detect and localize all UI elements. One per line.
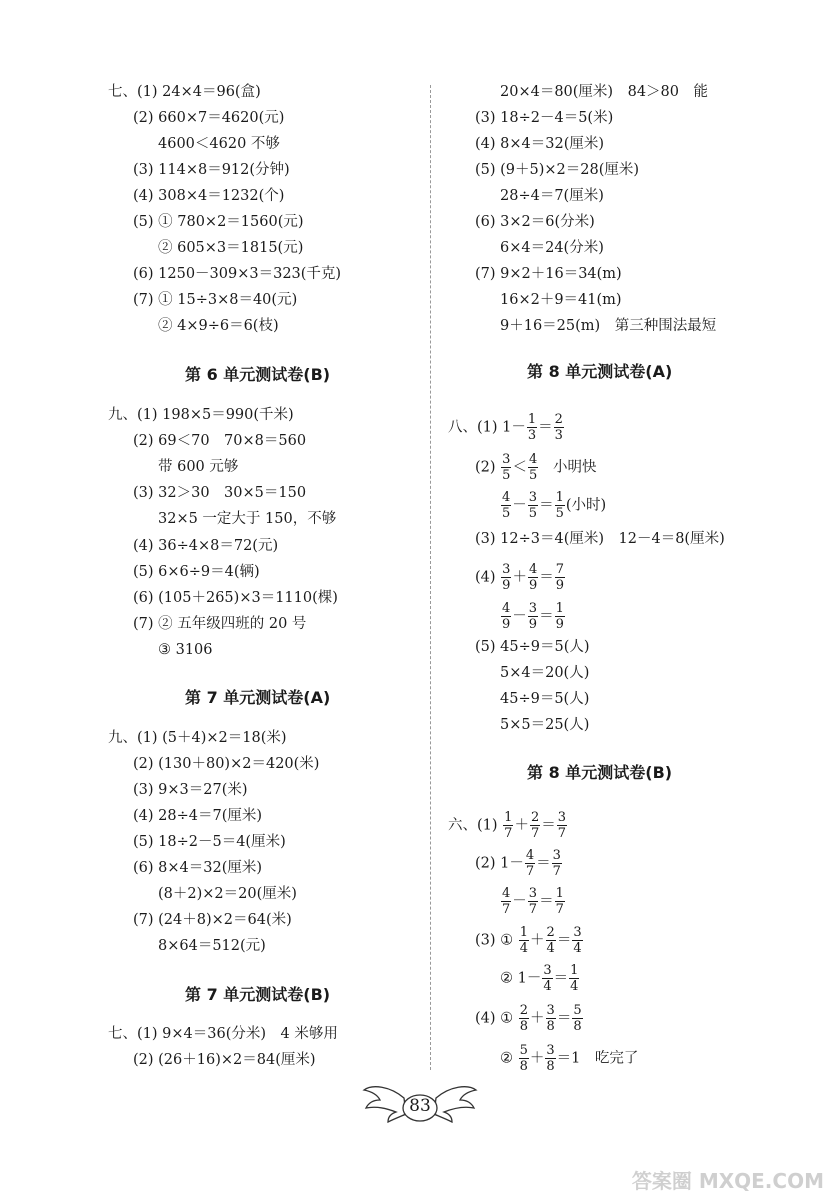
operator: ＝ <box>556 932 572 949</box>
fraction <box>528 452 538 483</box>
fraction <box>552 848 562 879</box>
fraction-answer-line <box>475 562 566 593</box>
fraction <box>501 601 511 632</box>
answer-line: (6) 3×2＝6(分米) <box>475 214 595 230</box>
numerator: 3 <box>528 490 538 505</box>
fraction-answer-line <box>500 1043 638 1074</box>
fraction <box>519 925 529 956</box>
fraction <box>555 490 565 521</box>
line-prefix: (3) ① <box>475 932 514 949</box>
fraction <box>519 1043 529 1074</box>
answer-line: (2) (130＋80)×2＝420(米) <box>133 756 320 772</box>
numerator: 1 <box>555 886 564 901</box>
denominator: 7 <box>502 902 511 917</box>
answer-line: (7) ① 15÷3×8＝40(元) <box>133 292 298 308</box>
fraction-answer-line <box>475 1003 584 1034</box>
operator: － <box>512 893 527 910</box>
denominator: 7 <box>504 826 513 841</box>
answer-line: 九、(1) (5＋4)×2＝18(米) <box>108 730 287 746</box>
page-number-badge <box>360 1078 480 1128</box>
operator: ＝ <box>539 497 554 514</box>
denominator: 7 <box>528 902 538 917</box>
answer-line: 七、(1) 9×4＝36(分米) 4 米够用 <box>108 1026 338 1042</box>
denominator: 7 <box>552 864 561 879</box>
numerator: 2 <box>546 925 555 940</box>
section-heading: 第 7 单元测试卷(A) <box>185 688 331 707</box>
operator: ＝ <box>556 1010 572 1027</box>
answer-line: 七、(1) 24×4＝96(盒) <box>108 84 261 100</box>
answer-line: (5) (9＋5)×2＝28(厘米) <box>475 162 640 178</box>
answer-line: (6) 1250－309×3＝323(千克) <box>133 266 342 282</box>
fraction <box>527 412 537 443</box>
answer-line: 45÷9＝5(人) <box>500 691 590 707</box>
line-prefix: ② <box>500 1050 513 1067</box>
denominator: 4 <box>519 941 529 956</box>
denominator: 7 <box>525 864 535 879</box>
line-prefix: 八、(1) 1－ <box>448 419 526 436</box>
fraction-answer-line <box>500 963 580 994</box>
numerator: 4 <box>528 562 538 577</box>
fraction <box>555 601 565 632</box>
numerator: 1 <box>570 963 579 978</box>
answer-line: (2) (26＋16)×2＝84(厘米) <box>133 1052 316 1068</box>
line-suffix: (小时) <box>565 497 607 514</box>
fraction <box>546 925 556 956</box>
line-prefix: (2) 1－ <box>475 855 524 872</box>
answer-line: (5) ① 780×2＝1560(元) <box>133 214 304 230</box>
denominator: 5 <box>528 468 538 483</box>
answer-line: (7) (24＋8)×2＝64(米) <box>133 912 292 928</box>
fraction <box>528 886 538 917</box>
fraction-answer-line <box>448 810 568 841</box>
denominator: 8 <box>546 1019 555 1034</box>
denominator: 8 <box>573 1019 582 1034</box>
operator: ＋ <box>529 1050 545 1067</box>
fraction <box>501 886 511 917</box>
answer-line: (8＋2)×2＝20(厘米) <box>158 886 297 902</box>
numerator: 3 <box>502 562 511 577</box>
column-divider <box>430 85 431 1070</box>
numerator: 5 <box>573 1003 582 1018</box>
operator: ＝ <box>539 569 554 586</box>
fraction <box>572 925 582 956</box>
operator: ＋ <box>514 817 529 834</box>
section-heading: 第 8 单元测试卷(A) <box>527 362 673 381</box>
fraction <box>555 562 565 593</box>
line-prefix: 六、(1) <box>448 817 498 834</box>
fraction-answer-line <box>500 490 606 521</box>
numerator: 3 <box>528 886 538 901</box>
answer-line: (3) 9×3＝27(米) <box>133 782 248 798</box>
section-heading: 第 6 单元测试卷(B) <box>185 365 331 384</box>
fraction <box>554 412 564 443</box>
numerator: 1 <box>527 412 537 427</box>
fraction <box>542 963 552 994</box>
denominator: 5 <box>502 506 511 521</box>
numerator: 4 <box>502 886 511 901</box>
fraction <box>530 810 540 841</box>
section-heading: 第 8 单元测试卷(B) <box>527 763 673 782</box>
answer-line: (3) 18÷2－4＝5(米) <box>475 110 614 126</box>
numerator: 3 <box>546 1043 555 1058</box>
operator: ＝ <box>536 855 551 872</box>
answer-line: (7) 9×2＋16＝34(m) <box>475 266 622 282</box>
fraction <box>557 810 567 841</box>
answer-line: 8×64＝512(元) <box>158 938 266 954</box>
fraction <box>572 1003 582 1034</box>
fraction-answer-line <box>475 925 584 956</box>
line-prefix: ② 1－ <box>500 970 542 987</box>
denominator: 3 <box>527 428 537 443</box>
operator: ＋ <box>530 1010 545 1027</box>
operator: ＜ <box>512 459 527 476</box>
answer-line: (4) 308×4＝1232(个) <box>133 188 285 204</box>
denominator: 5 <box>528 506 538 521</box>
numerator: 3 <box>546 1003 555 1018</box>
fraction <box>555 886 565 917</box>
denominator: 9 <box>502 617 511 632</box>
operator: ＝ <box>539 608 554 625</box>
answer-line: ② 605×3＝1815(元) <box>158 240 304 256</box>
denominator: 4 <box>546 941 555 956</box>
numerator: 4 <box>502 601 511 616</box>
denominator: 9 <box>555 578 564 593</box>
fraction <box>503 810 513 841</box>
line-prefix: (4) <box>475 569 496 586</box>
fraction-answer-line <box>500 601 566 632</box>
fraction <box>528 562 538 593</box>
line-suffix: 小明快 <box>553 459 597 476</box>
fraction-answer-line <box>475 848 563 879</box>
operator: ＝ <box>539 893 554 910</box>
operator: ＝ <box>541 817 556 834</box>
numerator: 4 <box>528 452 538 467</box>
numerator: 5 <box>519 1043 528 1058</box>
answer-line: 9＋16＝25(m) 第三种围法最短 <box>500 318 717 334</box>
answer-line: (7) ② 五年级四班的 20 号 <box>133 616 307 632</box>
denominator: 9 <box>502 578 511 593</box>
denominator: 5 <box>502 468 511 483</box>
fraction-answer-line <box>500 886 566 917</box>
answer-line: (5) 45÷9＝5(人) <box>475 639 590 655</box>
answer-line: 16×2＋9＝41(m) <box>500 292 622 308</box>
numerator: 3 <box>543 963 552 978</box>
denominator: 9 <box>555 617 564 632</box>
answer-line: (4) 28÷4＝7(厘米) <box>133 808 263 824</box>
numerator: 3 <box>502 452 511 467</box>
answer-line: (4) 36÷4×8＝72(元) <box>133 538 279 554</box>
fraction <box>546 1003 556 1034</box>
numerator: 2 <box>519 1003 529 1018</box>
numerator: 4 <box>525 848 535 863</box>
numerator: 2 <box>530 810 540 825</box>
answer-line: (2) 660×7＝4620(元) <box>133 110 285 126</box>
denominator: 8 <box>519 1059 528 1074</box>
answer-line: (3) 32＞30 30×5＝150 <box>133 485 307 501</box>
answer-line: 4600＜4620 不够 <box>158 136 280 152</box>
numerator: 1 <box>519 925 529 940</box>
denominator: 4 <box>543 979 552 994</box>
numerator: 2 <box>554 412 563 427</box>
numerator: 3 <box>528 601 538 616</box>
line-suffix: ＝1 吃完了 <box>556 1050 639 1067</box>
answer-line: 20×4＝80(厘米) 84＞80 能 <box>500 84 708 100</box>
operator: ＋ <box>530 932 545 949</box>
fraction <box>501 490 511 521</box>
operator: ＝ <box>553 970 569 987</box>
answer-line: (3) 12÷3＝4(厘米) 12－4＝8(厘米) <box>475 531 725 547</box>
fraction <box>528 490 538 521</box>
operator: ＝ <box>538 419 553 436</box>
line-prefix: (4) ① <box>475 1010 514 1027</box>
operator: － <box>512 497 527 514</box>
denominator: 7 <box>557 826 566 841</box>
answer-line: 32×5 一定大于 150，不够 <box>158 511 337 527</box>
denominator: 4 <box>570 979 579 994</box>
answer-line: 5×5＝25(人) <box>500 717 590 733</box>
answer-line: (6) 8×4＝32(厘米) <box>133 860 263 876</box>
section-heading: 第 7 单元测试卷(B) <box>185 985 331 1004</box>
answer-line: (6) (105＋265)×3＝1110(棵) <box>133 590 338 606</box>
numerator: 1 <box>504 810 513 825</box>
fraction <box>569 963 579 994</box>
denominator: 9 <box>528 617 538 632</box>
answer-line: 6×4＝24(分米) <box>500 240 604 256</box>
line-prefix: (2) <box>475 459 496 476</box>
page-number: 83 <box>409 1096 431 1116</box>
answer-line: (5) 18÷2－5＝4(厘米) <box>133 834 286 850</box>
numerator: 1 <box>555 490 564 505</box>
denominator: 9 <box>528 578 538 593</box>
numerator: 1 <box>555 601 564 616</box>
answer-line: 带 600 元够 <box>158 459 239 475</box>
answer-line: 28÷4＝7(厘米) <box>500 188 604 204</box>
answer-line: ③ 3106 <box>158 642 213 658</box>
answer-line: 5×4＝20(人) <box>500 665 590 681</box>
fraction <box>528 601 538 632</box>
answer-line: (2) 69＜70 70×8＝560 <box>133 433 307 449</box>
denominator: 8 <box>546 1059 555 1074</box>
denominator: 5 <box>555 506 564 521</box>
fraction <box>545 1043 555 1074</box>
fraction <box>501 452 511 483</box>
numerator: 3 <box>573 925 582 940</box>
watermark-logo <box>631 1130 830 1200</box>
numerator: 4 <box>502 490 511 505</box>
numerator: 3 <box>557 810 566 825</box>
denominator: 7 <box>555 902 564 917</box>
fraction-answer-line <box>448 412 565 443</box>
fraction-answer-line <box>475 452 597 483</box>
denominator: 8 <box>519 1019 529 1034</box>
numerator: 7 <box>555 562 564 577</box>
operator: － <box>512 608 527 625</box>
denominator: 3 <box>554 428 563 443</box>
answer-line: (5) 6×6÷9＝4(辆) <box>133 564 260 580</box>
operator: ＋ <box>512 569 527 586</box>
denominator: 7 <box>530 826 540 841</box>
fraction <box>501 562 511 593</box>
answer-line: 九、(1) 198×5＝990(千米) <box>108 407 294 423</box>
answer-line: (3) 114×8＝912(分钟) <box>133 162 290 178</box>
fraction <box>525 848 535 879</box>
fraction <box>519 1003 529 1034</box>
denominator: 4 <box>573 941 582 956</box>
answer-line: ② 4×9÷6＝6(枝) <box>158 318 279 334</box>
numerator: 3 <box>552 848 561 863</box>
watermark-text: 答案圈 MXQE.COM <box>631 1169 824 1193</box>
answer-line: (4) 8×4＝32(厘米) <box>475 136 605 152</box>
